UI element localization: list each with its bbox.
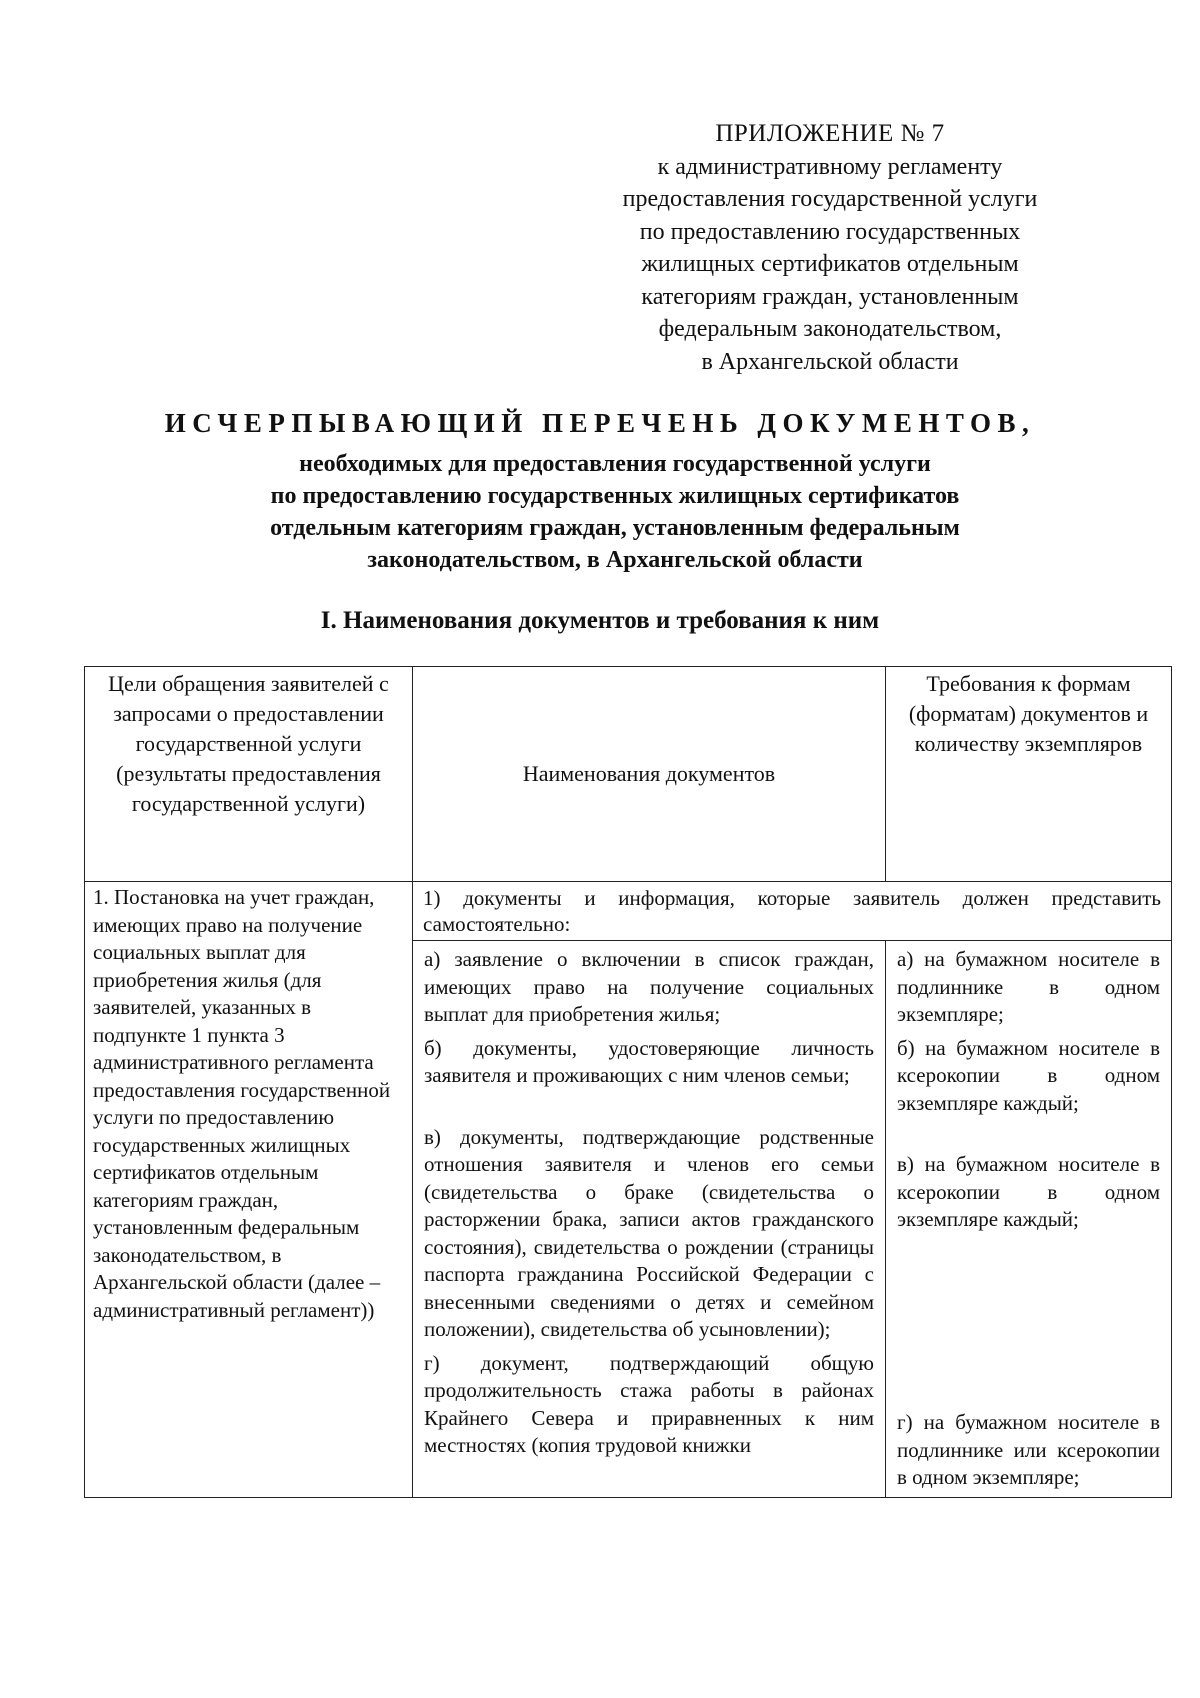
document-subtitle [130, 448, 1100, 576]
header-requirements: Требования к формам (форматам) документов и количеству экземпляров [886, 667, 1172, 882]
appendix-line: жилищных сертификатов отдельным [641, 251, 1019, 277]
documents-table [84, 666, 1172, 1498]
appendix-title: ПРИЛОЖЕНИЕ № 7 [715, 120, 945, 147]
spacer [893, 1120, 1164, 1148]
subtitle-line: отдельным категориям граждан, установленным федеральным [270, 515, 960, 541]
requirement-item-a: а) на бумажном носителе в подлиннике в одном экземпляре; [897, 947, 1160, 1026]
appendix-line: предоставления государственной услуги [622, 186, 1038, 212]
appendix-line: по предоставлению государственных [639, 218, 1021, 245]
appendix-line: к административному регламенту [657, 153, 1003, 180]
appendix-line: в Архангельской области [701, 348, 959, 375]
section-heading: I. Наименования документов и требования к ним [320, 607, 880, 634]
intro-cell: 1) документы и информация, которые заявитель должен представить самостоятельно: [413, 882, 1172, 941]
documents-cell [413, 941, 886, 1498]
appendix-block [560, 118, 1100, 378]
subtitle-line: законодательством, в Архангельской области [367, 547, 863, 573]
appendix-line: категориям граждан, установленным [641, 283, 1019, 310]
document-item-b: б) документы, удостоверяющие личность заявителя и проживающих с ним членов семьи; [424, 1035, 874, 1087]
requirement-item-b: б) на бумажном носителе в ксерокопии в одном экземпляре каждый; [897, 1035, 1160, 1115]
subtitle-line: по предоставлению государственных жилищных сертификатов [270, 483, 960, 509]
table-header-row [85, 667, 1172, 882]
requirements-cell [886, 941, 1172, 1498]
purpose-cell: 1. Постановка на учет граждан, имеющих право на получение социальных выплат для приобретения жилья (для заявителей, указанных в подпункте 1 пункта 3 административного регламента предоставления государственной услуги по предоставлению государственных жилищных сертификатов отдельным категориям граждан, установленным федеральным законодательством, в Архангельской области (далее – административный регламент)) [85, 882, 413, 1498]
requirement-item-v: в) на бумажном носителе в ксерокопии в одном экземпляре каждый; [897, 1152, 1160, 1231]
table-row [85, 882, 1172, 941]
spacer [420, 1093, 878, 1121]
requirement-item-g: г) на бумажном носителе в подлиннике или ксерокопии в одном экземпляре; [897, 1410, 1160, 1489]
subtitle-line: необходимых для предоставления государственной услуги [299, 451, 931, 477]
appendix-line: федеральным законодательством, [658, 316, 1002, 342]
header-purpose: Цели обращения заявителей с запросами о предоставлении государственной услуги (результаты предоставления государственной услуги) [85, 667, 413, 882]
document-item-v: в) документы, подтверждающие родственные отношения заявителя и членов его семьи (свидетельства о браке (свидетельства о расторжении брака, записи актов гражданского состояния), свидетельства о рождении (страницы паспорта гражданина Российской Федерации с внесенными сведениями о детях и семейном положении), свидетельства об усыновлении); [424, 1124, 874, 1341]
header-documents: Наименования документов [413, 667, 886, 882]
document-item-g: г) документ, подтверждающий общую продолжительность стажа работы в районах Крайнего Севера и приравненных к ним местностях (копия трудовой книжки [424, 1350, 874, 1457]
document-title: ИСЧЕРПЫВАЮЩИЙ ПЕРЕЧЕНЬ ДОКУМЕНТОВ, [164, 408, 1036, 438]
document-item-a: а) заявление о включении в список граждан, имеющих право на получение социальных выплат для приобретения жилья; [424, 947, 874, 1026]
